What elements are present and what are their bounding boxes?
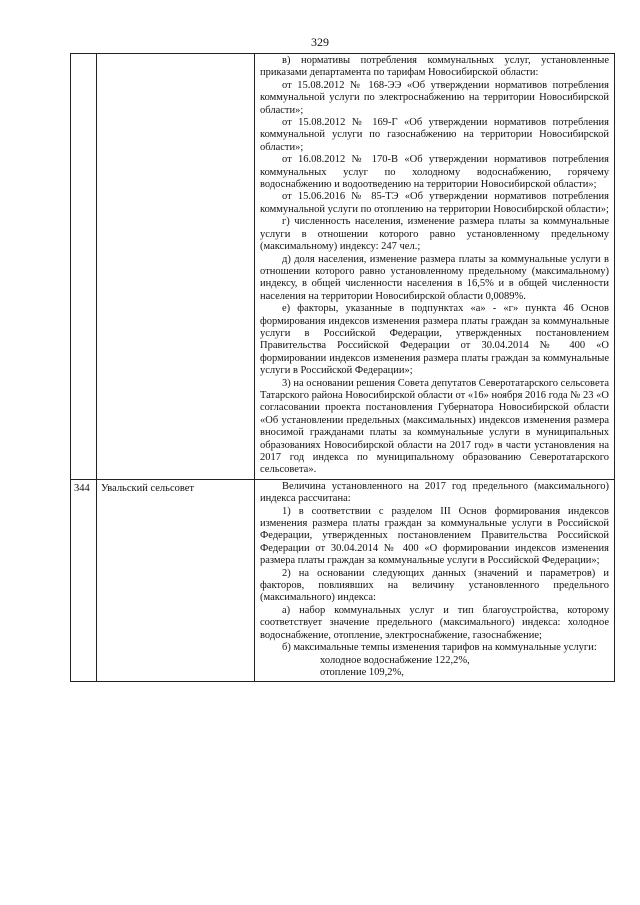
paragraph: от 15.08.2012 № 168-ЭЭ «Об утверждении нормативов потребления коммунальной услуги по электроснабжению на территории Новосибирской области»; xyxy=(260,79,609,116)
paragraph: б) максимальные темпы изменения тарифов на коммунальные услуги: xyxy=(282,642,597,654)
municipality-table xyxy=(70,53,615,682)
paragraph: е) факторы, указанные в подпунктах «а» - «г» пункта 46 Основ формирования индексов изменения размера платы граждан за коммунальные услуги в Российской Федерации, утвержденных постановлением Правительства Российской Федерации от 30.04.2014 № 400 «О формировании индексов изменения размера платы граждан за коммунальные услуги в Российской Федерации»; xyxy=(260,303,609,377)
table-row xyxy=(71,479,615,682)
row-number xyxy=(71,54,97,480)
paragraph: от 16.08.2012 № 170-В «Об утверждении нормативов потребления коммунальных услуг по холодному водоснабжению, горячему водоснабжению и водоотведению на территории Новосибирской области»; xyxy=(260,154,609,191)
paragraph: 1) в соответствии с разделом III Основ формирования индексов изменения размера платы граждан за коммунальные услуги в Российской Федерации, утвержденных постановлением Правительства Российской Федерации от 30.04.2014 № 400 «О формировании индексов изменения размера платы граждан за коммунальные услуги в Российской Федерации»; xyxy=(260,505,609,567)
page-number: 329 xyxy=(311,35,329,49)
paragraph: отопление 109,2%, xyxy=(320,666,404,678)
index-justification xyxy=(255,54,615,480)
paragraph: а) набор коммунальных услуг и тип благоустройства, которому соответствует значение предельного (максимального) индекса: холодное водоснабжение, отопление, электроснабжение, газоснабжение; xyxy=(260,604,609,641)
paragraph: г) численность населения, изменение размера платы за коммунальные услуги в отношении которого равно установленному предельному (максимальному) индексу: 247 чел.; xyxy=(260,216,609,253)
municipality-name xyxy=(97,54,255,480)
paragraph: в) нормативы потребления коммунальных услуг, установленные приказами департамента по тарифам Новосибирской области: xyxy=(260,55,609,79)
paragraph: от 15.08.2012 № 169-Г «Об утверждении нормативов потребления коммунальной услуги по газоснабжению на территории Новосибирской области»; xyxy=(260,117,609,153)
paragraph: 2) на основании следующих данных (значений и параметров) и факторов, повлиявших на величину установленного предельного (максимального) индекса: xyxy=(260,567,609,604)
paragraph: Величина установленного на 2017 год предельного (максимального) индекса рассчитана: xyxy=(260,480,609,505)
municipality-name: Увальский сельсовет xyxy=(97,479,255,682)
paragraph: д) доля населения, изменение размера платы за коммунальные услуги в отношении которого равно установленному предельному (максимальному) индексу, в общей численности населения в 16,5% и в общей численности населения на территории Новосибирской области 0,0089%. xyxy=(260,253,609,302)
row-number: 344 xyxy=(71,479,97,682)
table-row xyxy=(71,54,615,480)
index-justification xyxy=(255,479,615,682)
paragraph: холодное водоснабжение 122,2%, xyxy=(320,654,470,666)
paragraph: от 15.06.2016 № 85-ТЭ «Об утверждении нормативов потребления коммунальной услуги по отоплению на территории Новосибирской области»; xyxy=(260,191,609,215)
paragraph: 3) на основании решения Совета депутатов Северотатарского сельсовета Татарского района Новосибирской области от «16» ноября 2016 года № 23 «О согласовании проекта постановления Губернатора Новосибирской области «Об установлении предельных (максимальных) индексов изменения размера вносимой гражданами платы за коммунальные услуги в муниципальных образованиях Новосибирской области на 2017 год» в части установления на 2017 год индекса по муниципальному образованию Северотатарского сельсовета». xyxy=(260,377,609,476)
